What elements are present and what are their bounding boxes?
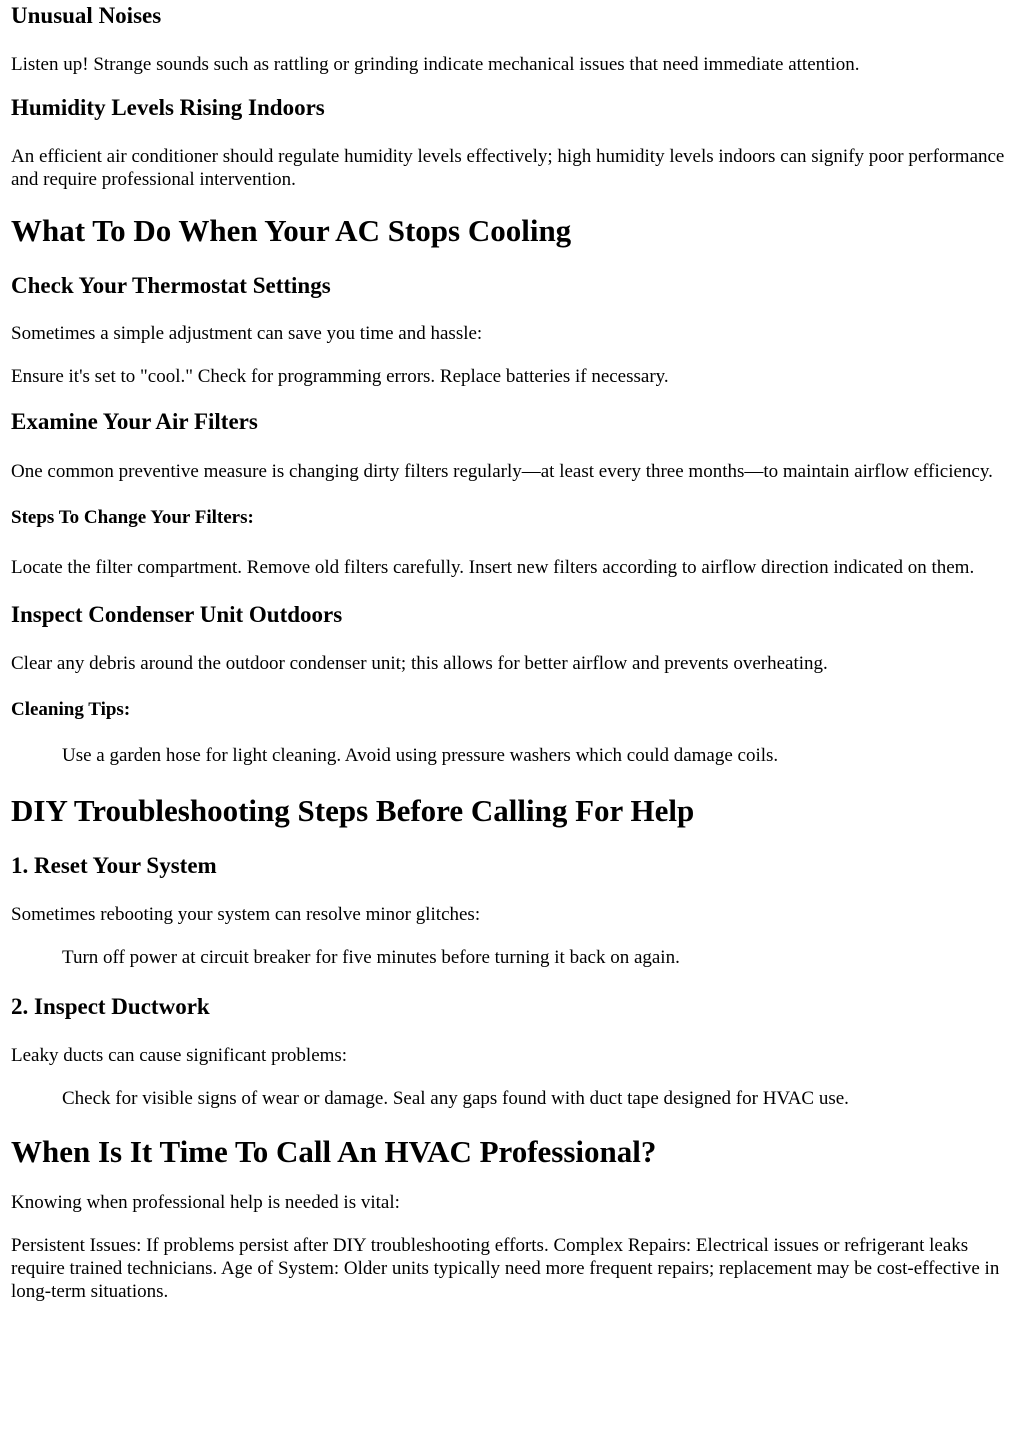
blockquote-cleaning-tips: Use a garden hose for light cleaning. Avoid using pressure washers which could damage coils. [62,745,779,766]
paragraph-reset-intro: Sometimes rebooting your system can resolve minor glitches: [11,904,481,925]
heading-condenser: Inspect Condenser Unit Outdoors [11,602,343,627]
subheading-change-filters: Steps To Change Your Filters: [11,507,254,528]
blockquote-ductwork-step: Check for visible signs of wear or damage. Seal any gaps found with duct tape designed for HVAC use. [62,1088,849,1109]
heading-humidity: Humidity Levels Rising Indoors [11,95,325,120]
paragraph-call-pro-intro: Knowing when professional help is needed is vital: [11,1192,400,1213]
article-body [0,3,1024,1303]
paragraph-air-filters: One common preventive measure is changing dirty filters regularly—at least every three months—to maintain airflow efficiency. [11,461,993,482]
paragraph-ductwork-intro: Leaky ducts can cause significant problems: [11,1045,348,1066]
blockquote-reset-step: Turn off power at circuit breaker for five minutes before turning it back on again. [62,947,680,968]
subheading-cleaning-tips: Cleaning Tips: [11,699,131,720]
heading-reset-system: 1. Reset Your System [11,853,217,878]
paragraph-call-pro: Persistent Issues: If problems persist after DIY troubleshooting efforts. Complex Repairs: Electrical issues or refrigerant leaks require trained technicians. Age of System: Older units typically need more frequent repairs; replacement may be cost-effective in long-term situations. [11,1235,1000,1302]
heading-stops-cooling: What To Do When Your AC Stops Cooling [11,213,572,248]
heading-air-filters: Examine Your Air Filters [11,409,258,434]
heading-thermostat: Check Your Thermostat Settings [11,273,331,298]
heading-diy: DIY Troubleshooting Steps Before Calling For Help [11,793,695,828]
heading-call-pro: When Is It Time To Call An HVAC Professional? [11,1134,657,1169]
heading-ductwork: 2. Inspect Ductwork [11,994,210,1019]
paragraph-unusual-noises: Listen up! Strange sounds such as rattling or grinding indicate mechanical issues that need immediate attention. [11,54,860,75]
paragraph-humidity: An efficient air conditioner should regulate humidity levels effectively; high humidity levels indoors can signify poor performance and require professional intervention. [11,146,1005,190]
paragraph-thermostat-steps: Ensure it's set to "cool." Check for programming errors. Replace batteries if necessary. [11,366,669,387]
paragraph-condenser: Clear any debris around the outdoor condenser unit; this allows for better airflow and prevents overheating. [11,653,828,674]
paragraph-filter-steps: Locate the filter compartment. Remove old filters carefully. Insert new filters according to airflow direction indicated on them. [11,557,975,578]
heading-unusual-noises: Unusual Noises [11,3,162,28]
paragraph-thermostat-intro: Sometimes a simple adjustment can save you time and hassle: [11,323,483,344]
